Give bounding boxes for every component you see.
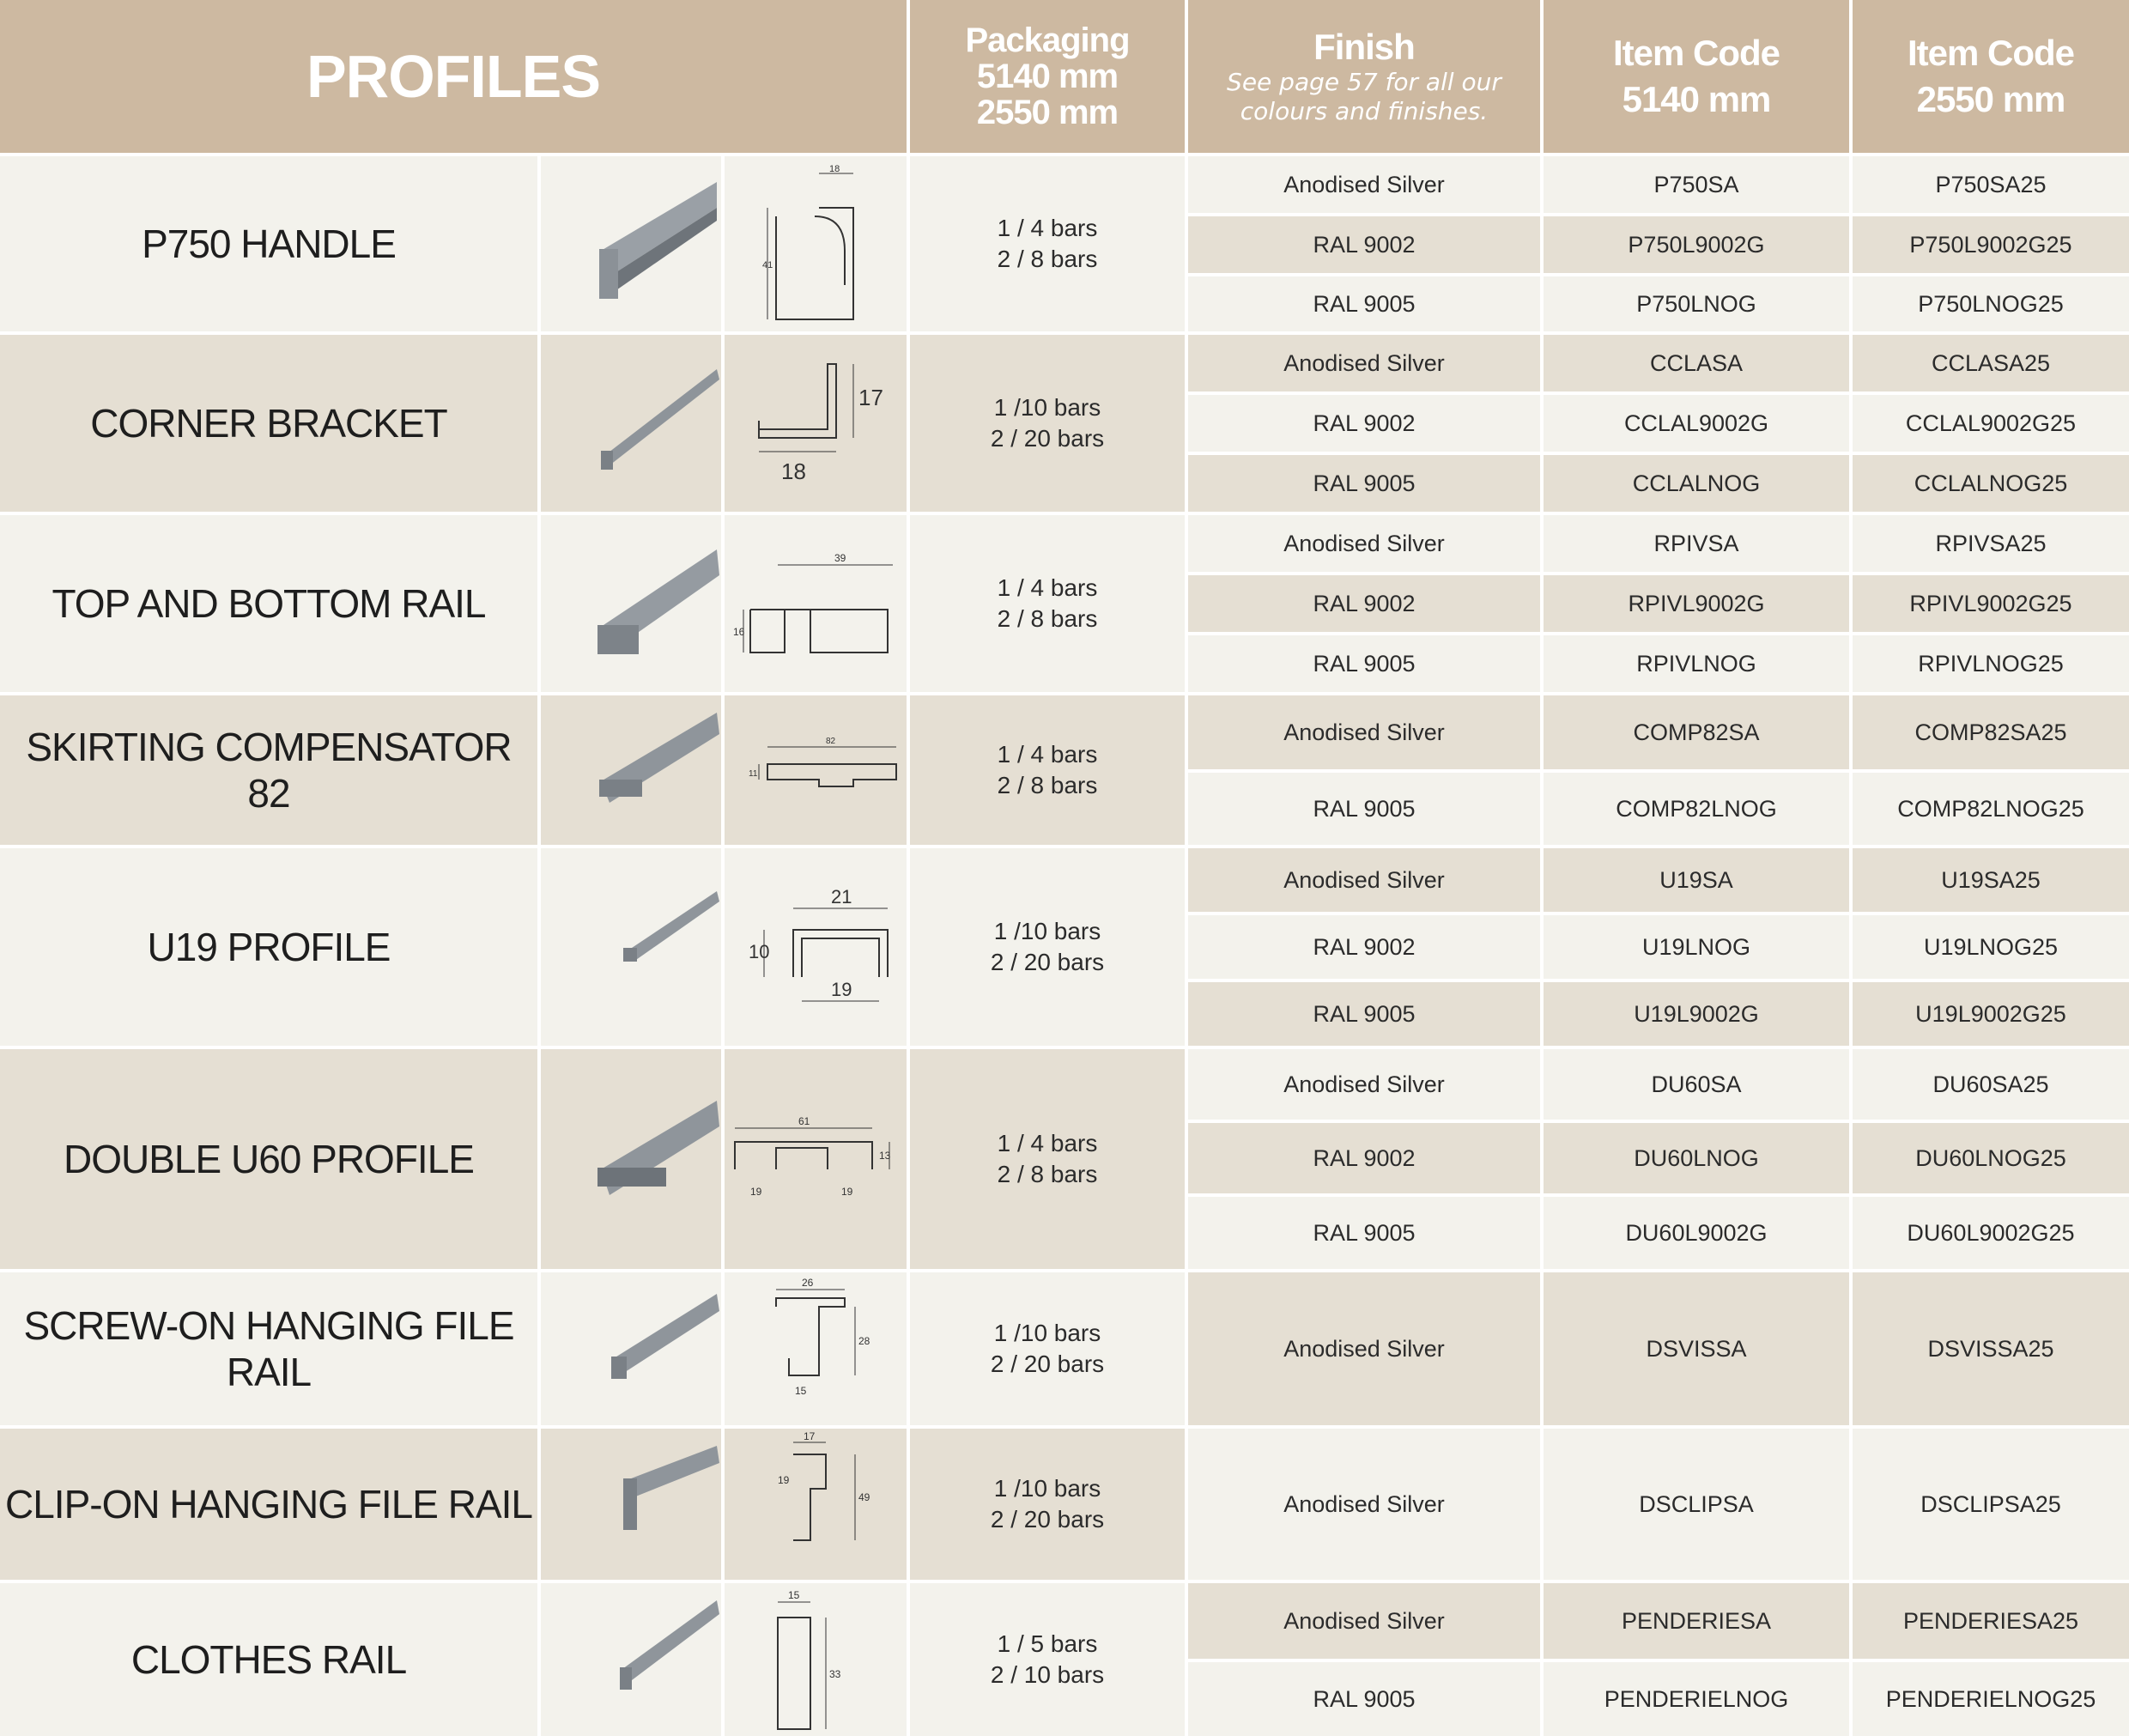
dim-width: 18: [781, 458, 806, 484]
code-2550-cell: P750LNOG25: [1853, 276, 2129, 331]
profile-drawing-icon: [725, 695, 907, 845]
pack-line-1: 1 / 5 bars: [997, 1630, 1098, 1657]
profile-drawing: [725, 335, 907, 512]
code2-length: 2550 mm: [1916, 79, 2065, 119]
code-5140-cell: RPIVL9002G: [1544, 575, 1849, 632]
profile-photo-icon: [541, 156, 721, 331]
profile-drawing: [725, 695, 907, 845]
code-5140-cell: RPIVLNOG: [1544, 635, 1849, 692]
dim-channel-right: 19: [841, 1186, 853, 1198]
code-2550-cell: U19L9002G25: [1853, 982, 2129, 1046]
header-code-2550: [1853, 0, 2129, 153]
header-finish: [1188, 0, 1540, 153]
dim-height: 49: [858, 1491, 870, 1503]
finish-cell: Anodised Silver: [1188, 695, 1540, 769]
profile-drawing: [725, 848, 907, 1046]
dim-clip-height: 19: [778, 1474, 790, 1486]
header-profiles: [0, 0, 907, 153]
profile-drawing-icon: [725, 1429, 907, 1580]
code-2550-cell: PENDERIESA25: [1853, 1583, 2129, 1659]
dim-width-inner: 19: [831, 979, 852, 1000]
finish-cell: Anodised Silver: [1188, 156, 1540, 213]
profile-drawing: [725, 1583, 907, 1736]
finish-note-1: See page 57 for all our: [1227, 68, 1501, 96]
code-2550-cell: P750L9002G25: [1853, 216, 2129, 273]
packaging-cell: [910, 156, 1185, 331]
dim-height: 17: [858, 385, 883, 410]
row-name: CORNER BRACKET: [0, 335, 537, 512]
code-5140-cell: P750SA: [1544, 156, 1849, 213]
finish-cell: Anodised Silver: [1188, 848, 1540, 912]
dim-height: 16: [733, 626, 745, 638]
code-5140-cell: DU60SA: [1544, 1049, 1849, 1120]
packaging-length-1: 5140 mm: [976, 58, 1119, 95]
code-2550-cell: CCLASA25: [1853, 335, 2129, 392]
profile-photo-icon: [541, 335, 721, 512]
pack-line-2: 2 / 10 bars: [990, 1661, 1105, 1688]
pack-line-2: 2 / 20 bars: [990, 425, 1105, 452]
row-name: CLOTHES RAIL: [0, 1583, 537, 1736]
packaging-cell: [910, 1272, 1185, 1425]
code-5140-cell: DU60LNOG: [1544, 1123, 1849, 1193]
packaging-cell: [910, 1583, 1185, 1736]
pack-line-2: 2 / 8 bars: [997, 772, 1098, 798]
dim-width-outer: 21: [831, 886, 852, 907]
code-2550-cell: DU60L9002G25: [1853, 1197, 2129, 1269]
finish-cell: RAL 9002: [1188, 1123, 1540, 1193]
row-name: P750 HANDLE: [0, 156, 537, 331]
profile-drawing: [725, 156, 907, 331]
finish-cell: RAL 9005: [1188, 982, 1540, 1046]
pack-line-2: 2 / 20 bars: [990, 949, 1105, 975]
code-5140-cell: P750LNOG: [1544, 276, 1849, 331]
finish-cell: Anodised Silver: [1188, 1583, 1540, 1659]
packaging-cell: [910, 515, 1185, 692]
dim-width: 39: [834, 552, 846, 564]
pack-line-1: 1 / 4 bars: [997, 1130, 1098, 1156]
dim-height: 10: [749, 941, 770, 962]
finish-cell: Anodised Silver: [1188, 1049, 1540, 1120]
code-2550-cell: U19LNOG25: [1853, 915, 2129, 979]
row-name: TOP AND BOTTOM RAIL: [0, 515, 537, 692]
code-5140-cell: U19LNOG: [1544, 915, 1849, 979]
packaging-length-2: 2550 mm: [976, 94, 1119, 131]
dim-width: 26: [802, 1277, 814, 1289]
header-code-5140: [1544, 0, 1849, 153]
profile-drawing: [725, 1272, 907, 1425]
profile-drawing-icon: [725, 335, 907, 512]
finish-cell: RAL 9005: [1188, 773, 1540, 845]
profile-drawing-icon: [725, 1583, 907, 1736]
code-5140-cell: DU60L9002G: [1544, 1197, 1849, 1269]
profile-photo-icon: [541, 1429, 721, 1580]
profile-drawing-icon: [725, 515, 907, 692]
profile-drawing-icon: [725, 156, 907, 331]
dim-height: 13: [879, 1150, 891, 1162]
code-2550-cell: DSCLIPSA25: [1853, 1429, 2129, 1580]
profile-photo: [541, 1429, 721, 1580]
code-2550-cell: COMP82SA25: [1853, 695, 2129, 769]
pack-line-1: 1 / 4 bars: [997, 741, 1098, 768]
code-5140-cell: PENDERIELNOG: [1544, 1662, 1849, 1736]
dim-height: 33: [829, 1668, 841, 1680]
dim-width: 61: [798, 1115, 810, 1127]
code-2550-cell: P750SA25: [1853, 156, 2129, 213]
code-2550-cell: RPIVL9002G25: [1853, 575, 2129, 632]
finish-cell: Anodised Silver: [1188, 1272, 1540, 1425]
profile-photo: [541, 695, 721, 845]
code-2550-cell: U19SA25: [1853, 848, 2129, 912]
code-2550-cell: DU60LNOG25: [1853, 1123, 2129, 1193]
code-5140-cell: COMP82LNOG: [1544, 773, 1849, 845]
code-2550-cell: DU60SA25: [1853, 1049, 2129, 1120]
code-5140-cell: CCLALNOG: [1544, 455, 1849, 512]
finish-note-2: colours and finishes.: [1240, 97, 1489, 125]
code-5140-cell: DSCLIPSA: [1544, 1429, 1849, 1580]
finish-cell: RAL 9002: [1188, 395, 1540, 452]
finish-cell: RAL 9005: [1188, 455, 1540, 512]
code-2550-cell: CCLALNOG25: [1853, 455, 2129, 512]
profile-drawing-icon: [725, 1049, 907, 1269]
dim-height: 28: [858, 1335, 870, 1347]
finish-cell: RAL 9002: [1188, 216, 1540, 273]
pack-line-2: 2 / 8 bars: [997, 246, 1098, 272]
finish-cell: RAL 9005: [1188, 1662, 1540, 1736]
dim-height: 11: [749, 769, 758, 779]
table-title: PROFILES: [306, 43, 601, 110]
finish-cell: RAL 9002: [1188, 915, 1540, 979]
row-name: CLIP-ON HANGING FILE RAIL: [0, 1429, 537, 1580]
dim-height: 41: [762, 260, 773, 270]
pack-line-1: 1 /10 bars: [993, 1320, 1101, 1346]
pack-line-1: 1 / 4 bars: [997, 215, 1098, 241]
profile-photo: [541, 848, 721, 1046]
profile-photo-icon: [541, 515, 721, 692]
profile-photo: [541, 1049, 721, 1269]
profile-photo: [541, 515, 721, 692]
profile-photo: [541, 335, 721, 512]
dim-channel-left: 19: [750, 1186, 762, 1198]
code-2550-cell: CCLAL9002G25: [1853, 395, 2129, 452]
finish-label: Finish: [1313, 27, 1415, 67]
finish-cell: RAL 9005: [1188, 635, 1540, 692]
profile-photo-icon: [541, 1583, 721, 1736]
row-name: DOUBLE U60 PROFILE: [0, 1049, 537, 1269]
profile-drawing-icon: [725, 848, 907, 1046]
code-5140-cell: COMP82SA: [1544, 695, 1849, 769]
dim-width: 18: [829, 164, 840, 174]
row-name: U19 PROFILE: [0, 848, 537, 1046]
code-5140-cell: DSVISSA: [1544, 1272, 1849, 1425]
finish-cell: Anodised Silver: [1188, 335, 1540, 392]
code-2550-cell: DSVISSA25: [1853, 1272, 2129, 1425]
code-2550-cell: COMP82LNOG25: [1853, 773, 2129, 845]
finish-cell: Anodised Silver: [1188, 1429, 1540, 1580]
pack-line-1: 1 / 4 bars: [997, 574, 1098, 601]
code-5140-cell: RPIVSA: [1544, 515, 1849, 572]
profile-photo-icon: [541, 848, 721, 1046]
packaging-cell: [910, 1049, 1185, 1269]
finish-cell: RAL 9005: [1188, 276, 1540, 331]
code1-length: 5140 mm: [1622, 79, 1771, 119]
code-5140-cell: U19L9002G: [1544, 982, 1849, 1046]
profile-drawing: [725, 1049, 907, 1269]
row-name: SKIRTING COMPENSATOR 82: [0, 695, 537, 845]
packaging-cell: [910, 335, 1185, 512]
code-2550-cell: RPIVLNOG25: [1853, 635, 2129, 692]
code-5140-cell: PENDERIESA: [1544, 1583, 1849, 1659]
profile-drawing-icon: [725, 1272, 907, 1425]
code1-label: Item Code: [1612, 33, 1780, 73]
packaging-cell: [910, 1429, 1185, 1580]
code-2550-cell: RPIVSA25: [1853, 515, 2129, 572]
profile-photo-icon: [541, 1049, 721, 1269]
packaging-label: Packaging: [965, 21, 1130, 59]
pack-line-2: 2 / 20 bars: [990, 1351, 1105, 1377]
finish-cell: RAL 9005: [1188, 1197, 1540, 1269]
pack-line-2: 2 / 8 bars: [997, 605, 1098, 632]
profile-photo: [541, 156, 721, 331]
profile-drawing: [725, 515, 907, 692]
pack-line-2: 2 / 8 bars: [997, 1161, 1098, 1187]
profile-drawing: [725, 1429, 907, 1580]
packaging-cell: [910, 848, 1185, 1046]
code-5140-cell: CCLASA: [1544, 335, 1849, 392]
finish-cell: RAL 9002: [1188, 575, 1540, 632]
pack-line-1: 1 /10 bars: [993, 1475, 1101, 1502]
profile-photo-icon: [541, 1272, 721, 1425]
row-name: SCREW-ON HANGING FILE RAIL: [0, 1272, 537, 1425]
dim-width: 82: [826, 737, 836, 746]
code-5140-cell: U19SA: [1544, 848, 1849, 912]
code-5140-cell: P750L9002G: [1544, 216, 1849, 273]
finish-cell: Anodised Silver: [1188, 515, 1540, 572]
dim-inner: 15: [795, 1385, 807, 1397]
code2-label: Item Code: [1907, 33, 2075, 73]
code-2550-cell: PENDERIELNOG25: [1853, 1662, 2129, 1736]
pack-line-1: 1 /10 bars: [993, 394, 1101, 421]
packaging-cell: [910, 695, 1185, 845]
code-5140-cell: CCLAL9002G: [1544, 395, 1849, 452]
profile-photo: [541, 1583, 721, 1736]
pack-line-1: 1 /10 bars: [993, 918, 1101, 944]
profile-photo-icon: [541, 695, 721, 845]
pack-line-2: 2 / 20 bars: [990, 1506, 1105, 1533]
profile-photo: [541, 1272, 721, 1425]
dim-width: 15: [788, 1589, 800, 1601]
header-packaging: [910, 0, 1185, 153]
dim-width: 17: [804, 1430, 816, 1442]
